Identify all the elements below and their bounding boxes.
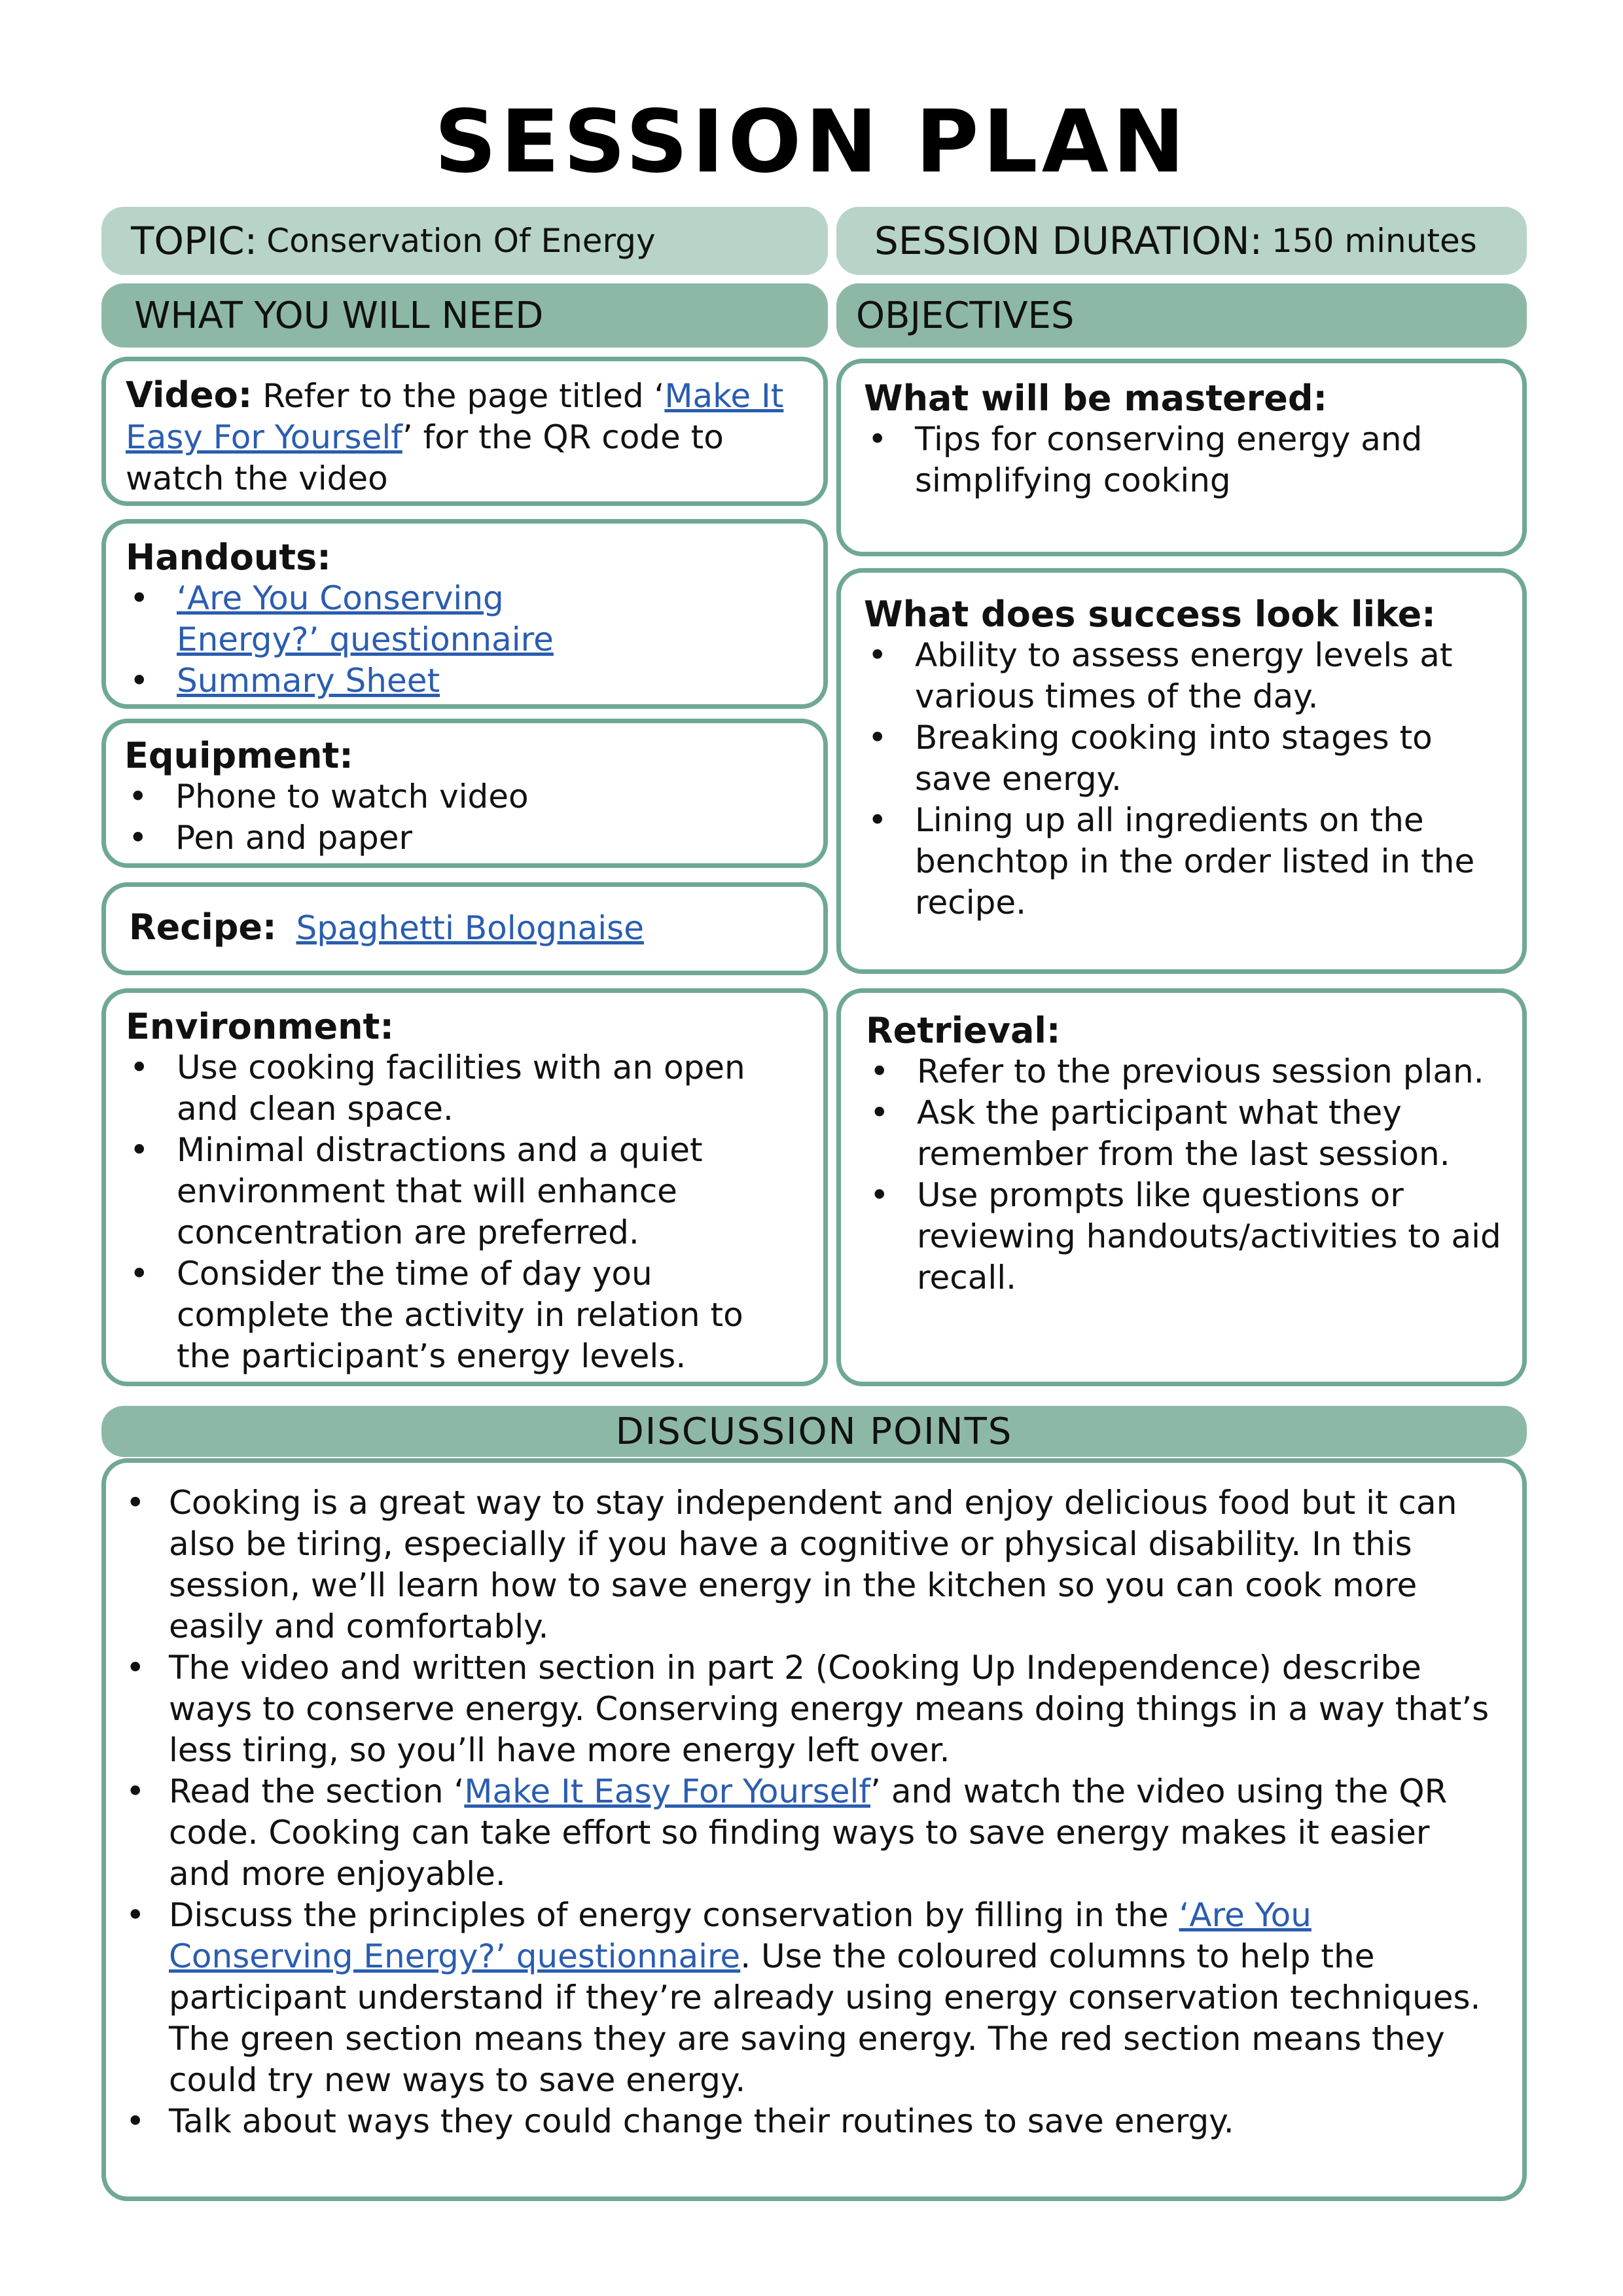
discussion-item: • The video and written section in part 2 (Cooking Up Independence) describe ways to conserve energy. Conserving energy means doing things in a way that’s less tiring, so you’ll have more energy left over. (122, 1647, 1496, 1771)
environment-item: • Minimal distractions and a quiet environment that will enhance concentration are preferred. (126, 1130, 804, 1253)
objectives-header (836, 283, 1527, 348)
discussion-item (122, 1771, 1496, 1895)
environment-item: • Consider the time of day you complete the activity in relation to the participant’s energy levels. (126, 1253, 804, 1377)
equipment-item: • Pen and paper (124, 817, 805, 859)
discussion-text: . Use the coloured columns to help the participant understand if they’re already using energy conservation techniques. The green section means they are saving energy. The red section means they could try new ways to save energy. (169, 1937, 1481, 2099)
discussion-text: Read the section ‘ (169, 1772, 465, 1810)
equipment-label: Equipment: (124, 735, 353, 776)
questionnaire-link[interactable]: ‘Are You Conserving Energy?’ questionnaire (177, 579, 554, 658)
handout-questionnaire-item (126, 578, 805, 660)
discussion-item: • Cooking is a great way to stay independent and enjoy delicious food but it can also be tiring, especially if you have a cognitive or physical disability. In this session, we’ll learn how to save energy in the kitchen so you can cook more easily and comfortably. (122, 1482, 1496, 1647)
handouts-label: Handouts: (126, 537, 331, 578)
recipe-link[interactable]: Spaghetti Bolognaise (296, 909, 644, 947)
equipment-item: • Phone to watch video (124, 776, 805, 817)
discussion-header (101, 1406, 1527, 1457)
retrieval-box (836, 988, 1527, 1386)
topic-value: Conservation Of Energy (266, 222, 656, 260)
page-title: SESSION PLAN (434, 92, 1189, 192)
discussion-text: ’ and watch the video using the QR code. Cooking can take effort so finding ways to save energy makes it easier and more enjoyable. (169, 1772, 1448, 1893)
mastered-box (836, 359, 1527, 556)
retrieval-item: • Refer to the previous session plan. (866, 1051, 1503, 1092)
environment-list (126, 1047, 804, 1377)
duration-bar (836, 207, 1527, 275)
mastered-item: • Tips for conserving energy and simplifying cooking (864, 419, 1504, 501)
summary-sheet-link[interactable]: Summary Sheet (177, 662, 440, 700)
environment-label: Environment: (126, 1006, 394, 1047)
duration-label: SESSION DURATION: (874, 219, 1263, 263)
discussion-item (122, 1895, 1496, 2101)
retrieval-item: • Use prompts like questions or reviewing handouts/activities to aid recall. (866, 1175, 1503, 1299)
discussion-text: Discuss the principles of energy conservation by filling in the (169, 1896, 1179, 1934)
handouts-box (101, 519, 828, 709)
success-item: • Lining up all ingredients on the benchtop in the order listed in the recipe. (864, 800, 1504, 924)
make-it-easy-link[interactable]: Make It Easy For Yourself (464, 1772, 871, 1810)
recipe-box (101, 882, 828, 975)
duration-value: 150 minutes (1272, 222, 1477, 260)
questionnaire-link[interactable]: ‘Are You Conserving Energy?’ questionnaire (169, 1896, 1311, 1975)
topic-label: TOPIC: (131, 219, 258, 263)
retrieval-label: Retrieval: (866, 1010, 1061, 1051)
success-list (864, 635, 1504, 924)
make-it-easy-link[interactable]: Make It Easy For Yourself (126, 377, 784, 456)
discussion-list (122, 1482, 1496, 2142)
discussion-item: • Talk about ways they could change their routines to save energy. (122, 2101, 1496, 2142)
mastered-label: What will be mastered: (864, 378, 1328, 419)
handout-summary-item (126, 660, 805, 702)
recipe-label: Recipe: (129, 906, 277, 948)
retrieval-item: • Ask the participant what they remember from the last session. (866, 1092, 1503, 1175)
video-text-post: ’ for the QR code to watch the video (126, 418, 724, 497)
objectives-label: OBJECTIVES (856, 294, 1075, 337)
equipment-list (124, 776, 805, 859)
video-label: Video: (126, 374, 253, 416)
handouts-list (126, 578, 805, 702)
success-label: What does success look like: (864, 594, 1436, 635)
video-box (101, 357, 828, 506)
discussion-label: DISCUSSION POINTS (615, 1410, 1013, 1453)
success-box (836, 568, 1527, 974)
discussion-box (101, 1458, 1527, 2201)
video-text-pre: Refer to the page titled ‘ (252, 377, 665, 415)
topic-bar (101, 207, 828, 275)
equipment-box (101, 719, 828, 868)
environment-box (101, 988, 828, 1386)
success-item: • Ability to assess energy levels at various times of the day. (864, 635, 1504, 717)
what-you-will-need-label: WHAT YOU WILL NEED (134, 294, 544, 337)
retrieval-list (866, 1051, 1503, 1299)
environment-item: • Use cooking facilities with an open and clean space. (126, 1047, 804, 1130)
what-you-will-need-header (101, 283, 828, 348)
mastered-list (864, 419, 1504, 501)
success-item: • Breaking cooking into stages to save energy. (864, 717, 1504, 800)
